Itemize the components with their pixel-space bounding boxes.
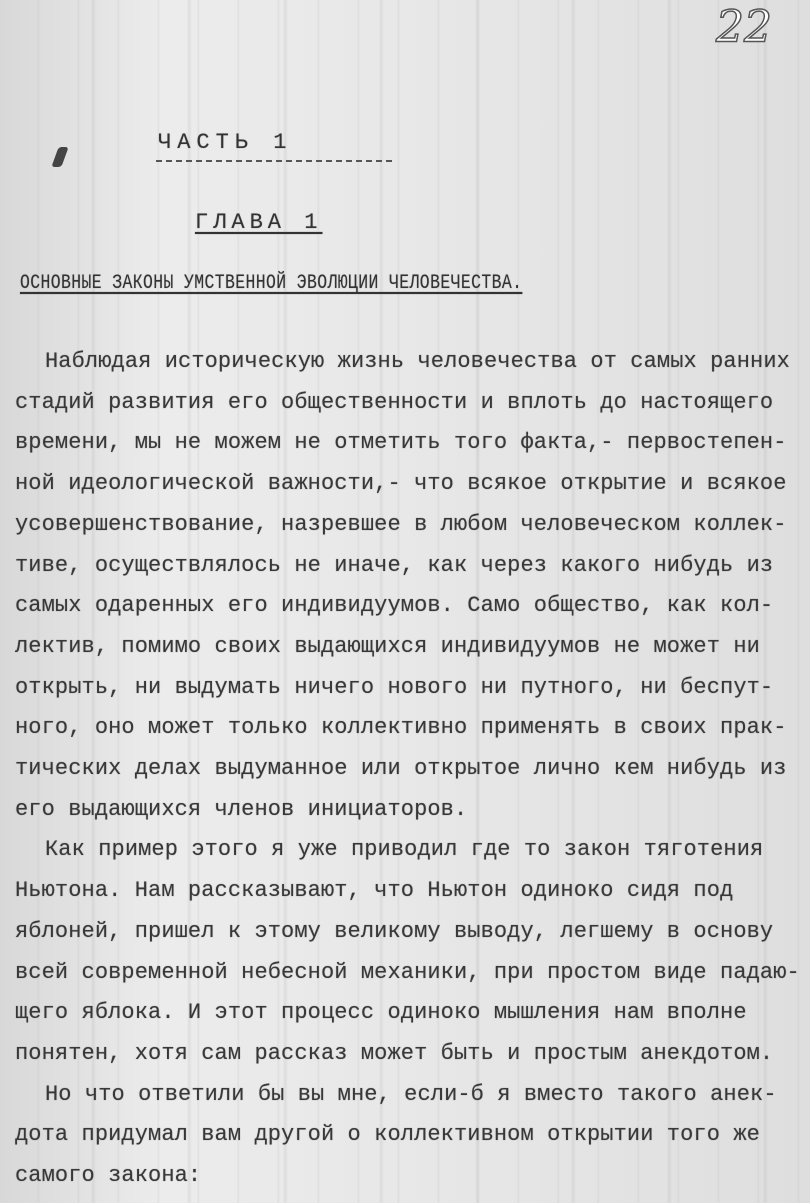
chapter-title: ОСНОВНЫЕ ЗАКОНЫ УМСТВЕННОЙ ЭВОЛЮЦИИ ЧЕЛОВЕЧЕСТВА. bbox=[20, 272, 523, 295]
text-line: понятен, хотя сам рассказ может быть и простым анекдотом. bbox=[15, 1040, 774, 1066]
text-line: яблоней, пришел к этому великому выводу, легшему в основу bbox=[15, 918, 774, 944]
text-line: самого закона: bbox=[15, 1163, 202, 1188]
text-line: лектив, помимо своих выдающихся индивидуумов не может ни bbox=[15, 633, 760, 659]
text-line: его выдающихся членов инициаторов. bbox=[15, 796, 468, 822]
chapter-heading: ГЛАВА 1 bbox=[195, 210, 323, 235]
text-line: усовершенствование, назревшее в любом человеческом коллек- bbox=[15, 511, 787, 537]
text-line: открыть, ни выдумать ничего нового ни путного, ни беспут- bbox=[15, 674, 774, 700]
text-line: стадий развития его общественности и вплоть до настоящего bbox=[15, 389, 774, 415]
text-line: самых одаренных его индивидуумов. Само общество, как кол- bbox=[15, 593, 774, 619]
text-line: времени, мы не можем не отметить того факта,- первостепен- bbox=[15, 430, 787, 456]
text-line: ного, оно может только коллективно применять в своих прак- bbox=[15, 715, 787, 741]
part-heading-underline bbox=[156, 160, 392, 162]
text-line: Как пример этого я уже приводил где то закон тяготения bbox=[45, 837, 764, 863]
handwritten-page-number: 22 bbox=[716, 2, 772, 53]
text-line: тических делах выдуманное или открытое лично кем нибудь из bbox=[15, 756, 787, 781]
text-line: щего яблока. И этот процесс одиноко мышления нам вполне bbox=[15, 1000, 747, 1026]
text-line: Но что ответили бы вы мне, если-б я вместо такого анек- bbox=[45, 1081, 777, 1107]
text-line: ной идеологической важности,- что всякое открытие и всякое bbox=[15, 471, 787, 497]
text-line: Наблюдая историческую жизнь человечества от самых ранних bbox=[45, 349, 790, 374]
text-line: тиве, осуществлялось не иначе, как через какого нибудь из bbox=[15, 552, 774, 578]
text-line: Ньютона. Нам рассказывают, что Ньютон одиноко сидя под bbox=[15, 878, 734, 904]
text-line: дота придумал вам другой о коллективном открытии того же bbox=[15, 1122, 760, 1148]
part-heading: ЧАСТЬ 1 bbox=[158, 130, 293, 155]
ink-mark bbox=[51, 147, 68, 167]
text-line: всей современной небесной механики, при простом виде падаю- bbox=[15, 959, 800, 985]
